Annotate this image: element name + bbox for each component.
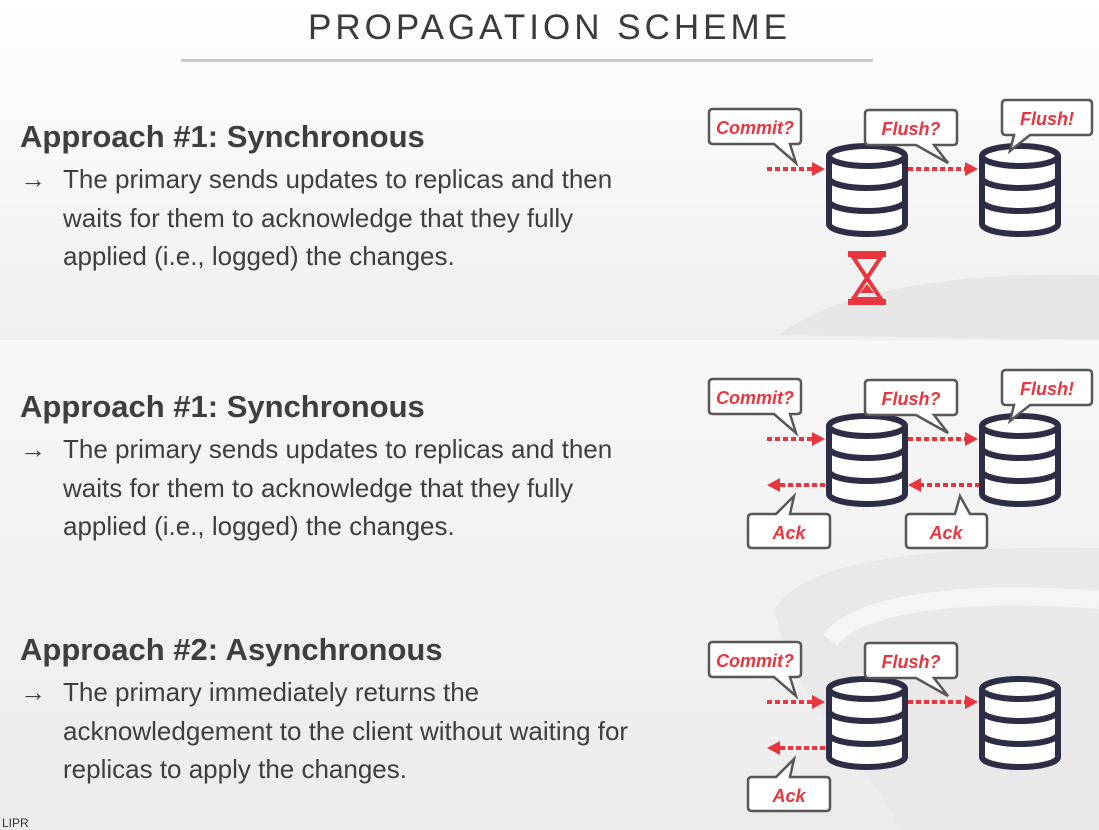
approach-heading: Approach #1: Synchronous	[20, 389, 425, 424]
bubble-label: Flush?	[881, 652, 941, 672]
diagram-synchronous-flush	[709, 100, 1092, 305]
ack-bubble	[906, 496, 987, 548]
commit-bubble	[709, 642, 801, 696]
approach-text: The primary sends updates to replicas and then waits for them to acknowledge that they fully applied (i.e., logged) the changes.	[63, 164, 613, 271]
commit-bubble	[709, 109, 801, 163]
primary-database-icon	[829, 146, 905, 234]
commit-bubble	[709, 379, 801, 433]
ack-bubble	[748, 496, 830, 548]
diagram-asynchronous	[709, 642, 1058, 811]
replica-database-icon	[982, 146, 1058, 234]
bubble-label: Commit?	[716, 118, 794, 138]
flush-ack-bubble	[1002, 370, 1092, 421]
bubble-label: Flush?	[881, 389, 941, 409]
bubble-label: Flush!	[1020, 109, 1074, 129]
flush-ack-bubble	[1002, 100, 1092, 151]
arrow-icon: →	[20, 164, 46, 194]
bubble-label: Commit?	[716, 388, 794, 408]
bubble-label: Ack	[772, 523, 806, 543]
arrow-icon: →	[20, 677, 46, 707]
bubble-label: Commit?	[716, 651, 794, 671]
page-title: PROPAGATION SCHEME	[308, 8, 791, 47]
approach-text: The primary sends updates to replicas and then waits for them to acknowledge that they fully applied (i.e., logged) the changes.	[63, 434, 613, 541]
footer-text: LIPR	[2, 816, 29, 830]
replica-database-icon	[982, 679, 1058, 767]
replica-database-icon	[982, 416, 1058, 504]
arrow-icon: →	[20, 434, 46, 464]
primary-database-icon	[829, 416, 905, 504]
bubble-label: Ack	[772, 786, 806, 806]
bubble-label: Ack	[929, 523, 963, 543]
approach-text: The primary immediately returns the acknowledgement to the client without waiting for replicas to apply the changes.	[63, 677, 629, 784]
primary-database-icon	[829, 679, 905, 767]
diagram-synchronous-ack	[709, 370, 1092, 548]
bubble-label: Flush?	[881, 119, 941, 139]
hourglass-icon	[848, 251, 886, 305]
approach-heading: Approach #2: Asynchronous	[20, 632, 443, 667]
ack-bubble	[748, 759, 830, 811]
bubble-label: Flush!	[1020, 379, 1074, 399]
approach-heading: Approach #1: Synchronous	[20, 119, 425, 154]
